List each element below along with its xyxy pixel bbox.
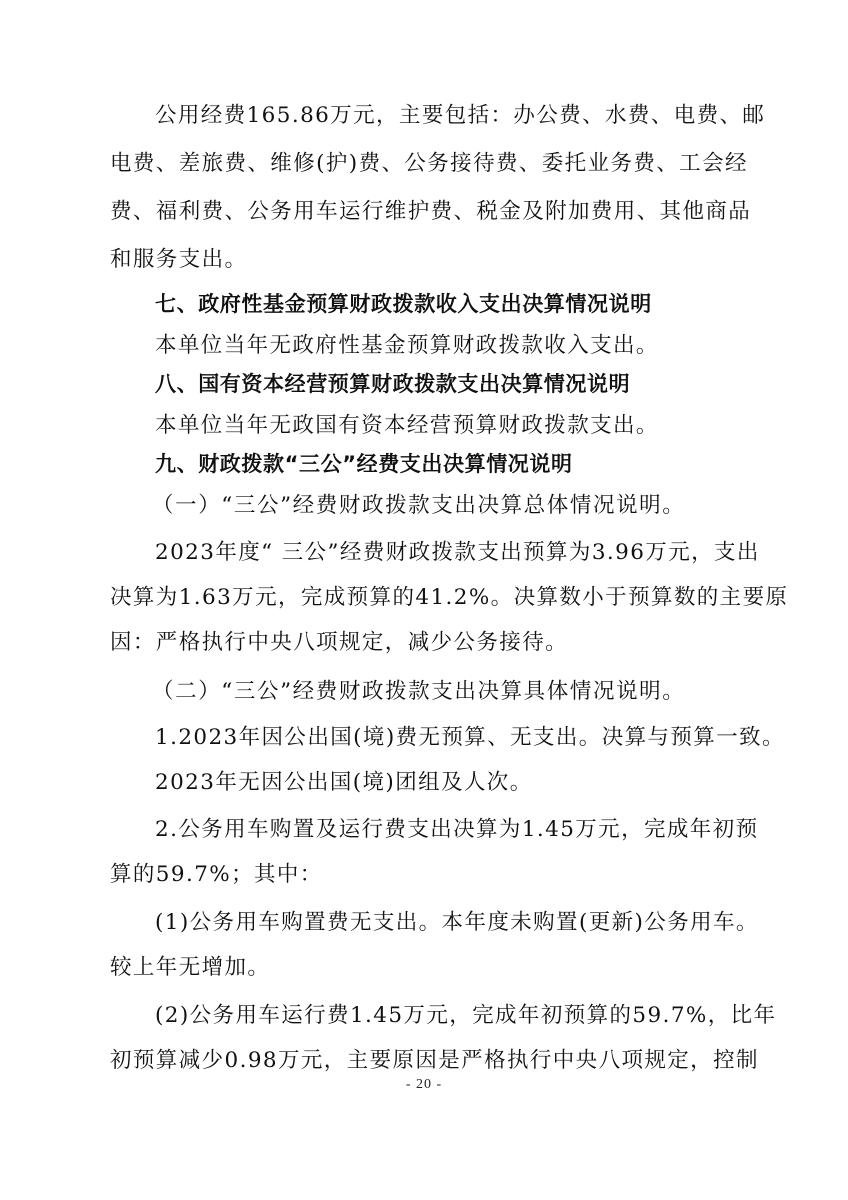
paragraph-vehicles-line-1: 2.公务用车购置及运行费支出决算为1.45万元，完成年初预 [155, 817, 759, 842]
section-heading-8: 八、国有资本经营预算财政拨款支出决算情况说明 [155, 372, 631, 396]
section-heading-7: 七、政府性基金预算财政拨款收入支出决算情况说明 [155, 292, 652, 316]
paragraph-public-expenses-line-2: 电费、差旅费、维修(护)费、公务接待费、委托业务费、工会经 [110, 151, 748, 176]
paragraph-overseas-line-2: 2023年无因公出国(境)团组及人次。 [155, 770, 533, 795]
subsection-heading-1: （一）“三公”经费财政拨款支出决算总体情况说明。 [152, 493, 686, 518]
paragraph-public-expenses-line-1: 公用经费165.86万元，主要包括：办公费、水费、电费、邮 [155, 103, 766, 128]
subsection-heading-2: （二）“三公”经费财政拨款支出决算具体情况说明。 [152, 679, 686, 704]
paragraph-vehicle-purchase-line-1: (1)公务用车购置费无支出。本年度未购置(更新)公务用车。 [155, 910, 759, 935]
paragraph-vehicle-operation-line-1: (2)公务用车运行费1.45万元，完成年初预算的59.7%，比年 [155, 1003, 777, 1028]
paragraph-overall-line-2: 决算为1.63万元，完成预算的41.2%。决算数小于预算数的主要原 [110, 585, 789, 610]
paragraph-overall-line-3: 因：严格执行中央八项规定，减少公务接待。 [110, 630, 569, 655]
paragraph-vehicles-line-2: 算的59.7%；其中： [110, 862, 323, 887]
paragraph-overall-line-1: 2023年度“ 三公”经费财政拨款支出预算为3.96万元，支出 [155, 540, 760, 565]
paragraph-vehicle-operation-line-2: 初预算减少0.98万元，主要原因是严格执行中央八项规定，控制 [110, 1048, 759, 1073]
section-heading-9: 九、财政拨款“三公”经费支出决算情况说明 [155, 452, 573, 476]
paragraph-overseas-line-1: 1.2023年因公出国(境)费无预算、无支出。决算与预算一致。 [155, 725, 785, 750]
paragraph-public-expenses-line-3: 费、福利费、公务用车运行维护费、税金及附加费用、其他商品 [110, 199, 752, 224]
paragraph-public-expenses-line-4: 和服务支出。 [110, 247, 248, 272]
page-number: - 20 - [405, 1077, 443, 1092]
section-8-text: 本单位当年无政国有资本经营预算财政拨款支出。 [155, 413, 659, 438]
section-7-text: 本单位当年无政府性基金预算财政拨款收入支出。 [155, 333, 659, 358]
paragraph-vehicle-purchase-line-2: 较上年无增加。 [110, 955, 271, 980]
